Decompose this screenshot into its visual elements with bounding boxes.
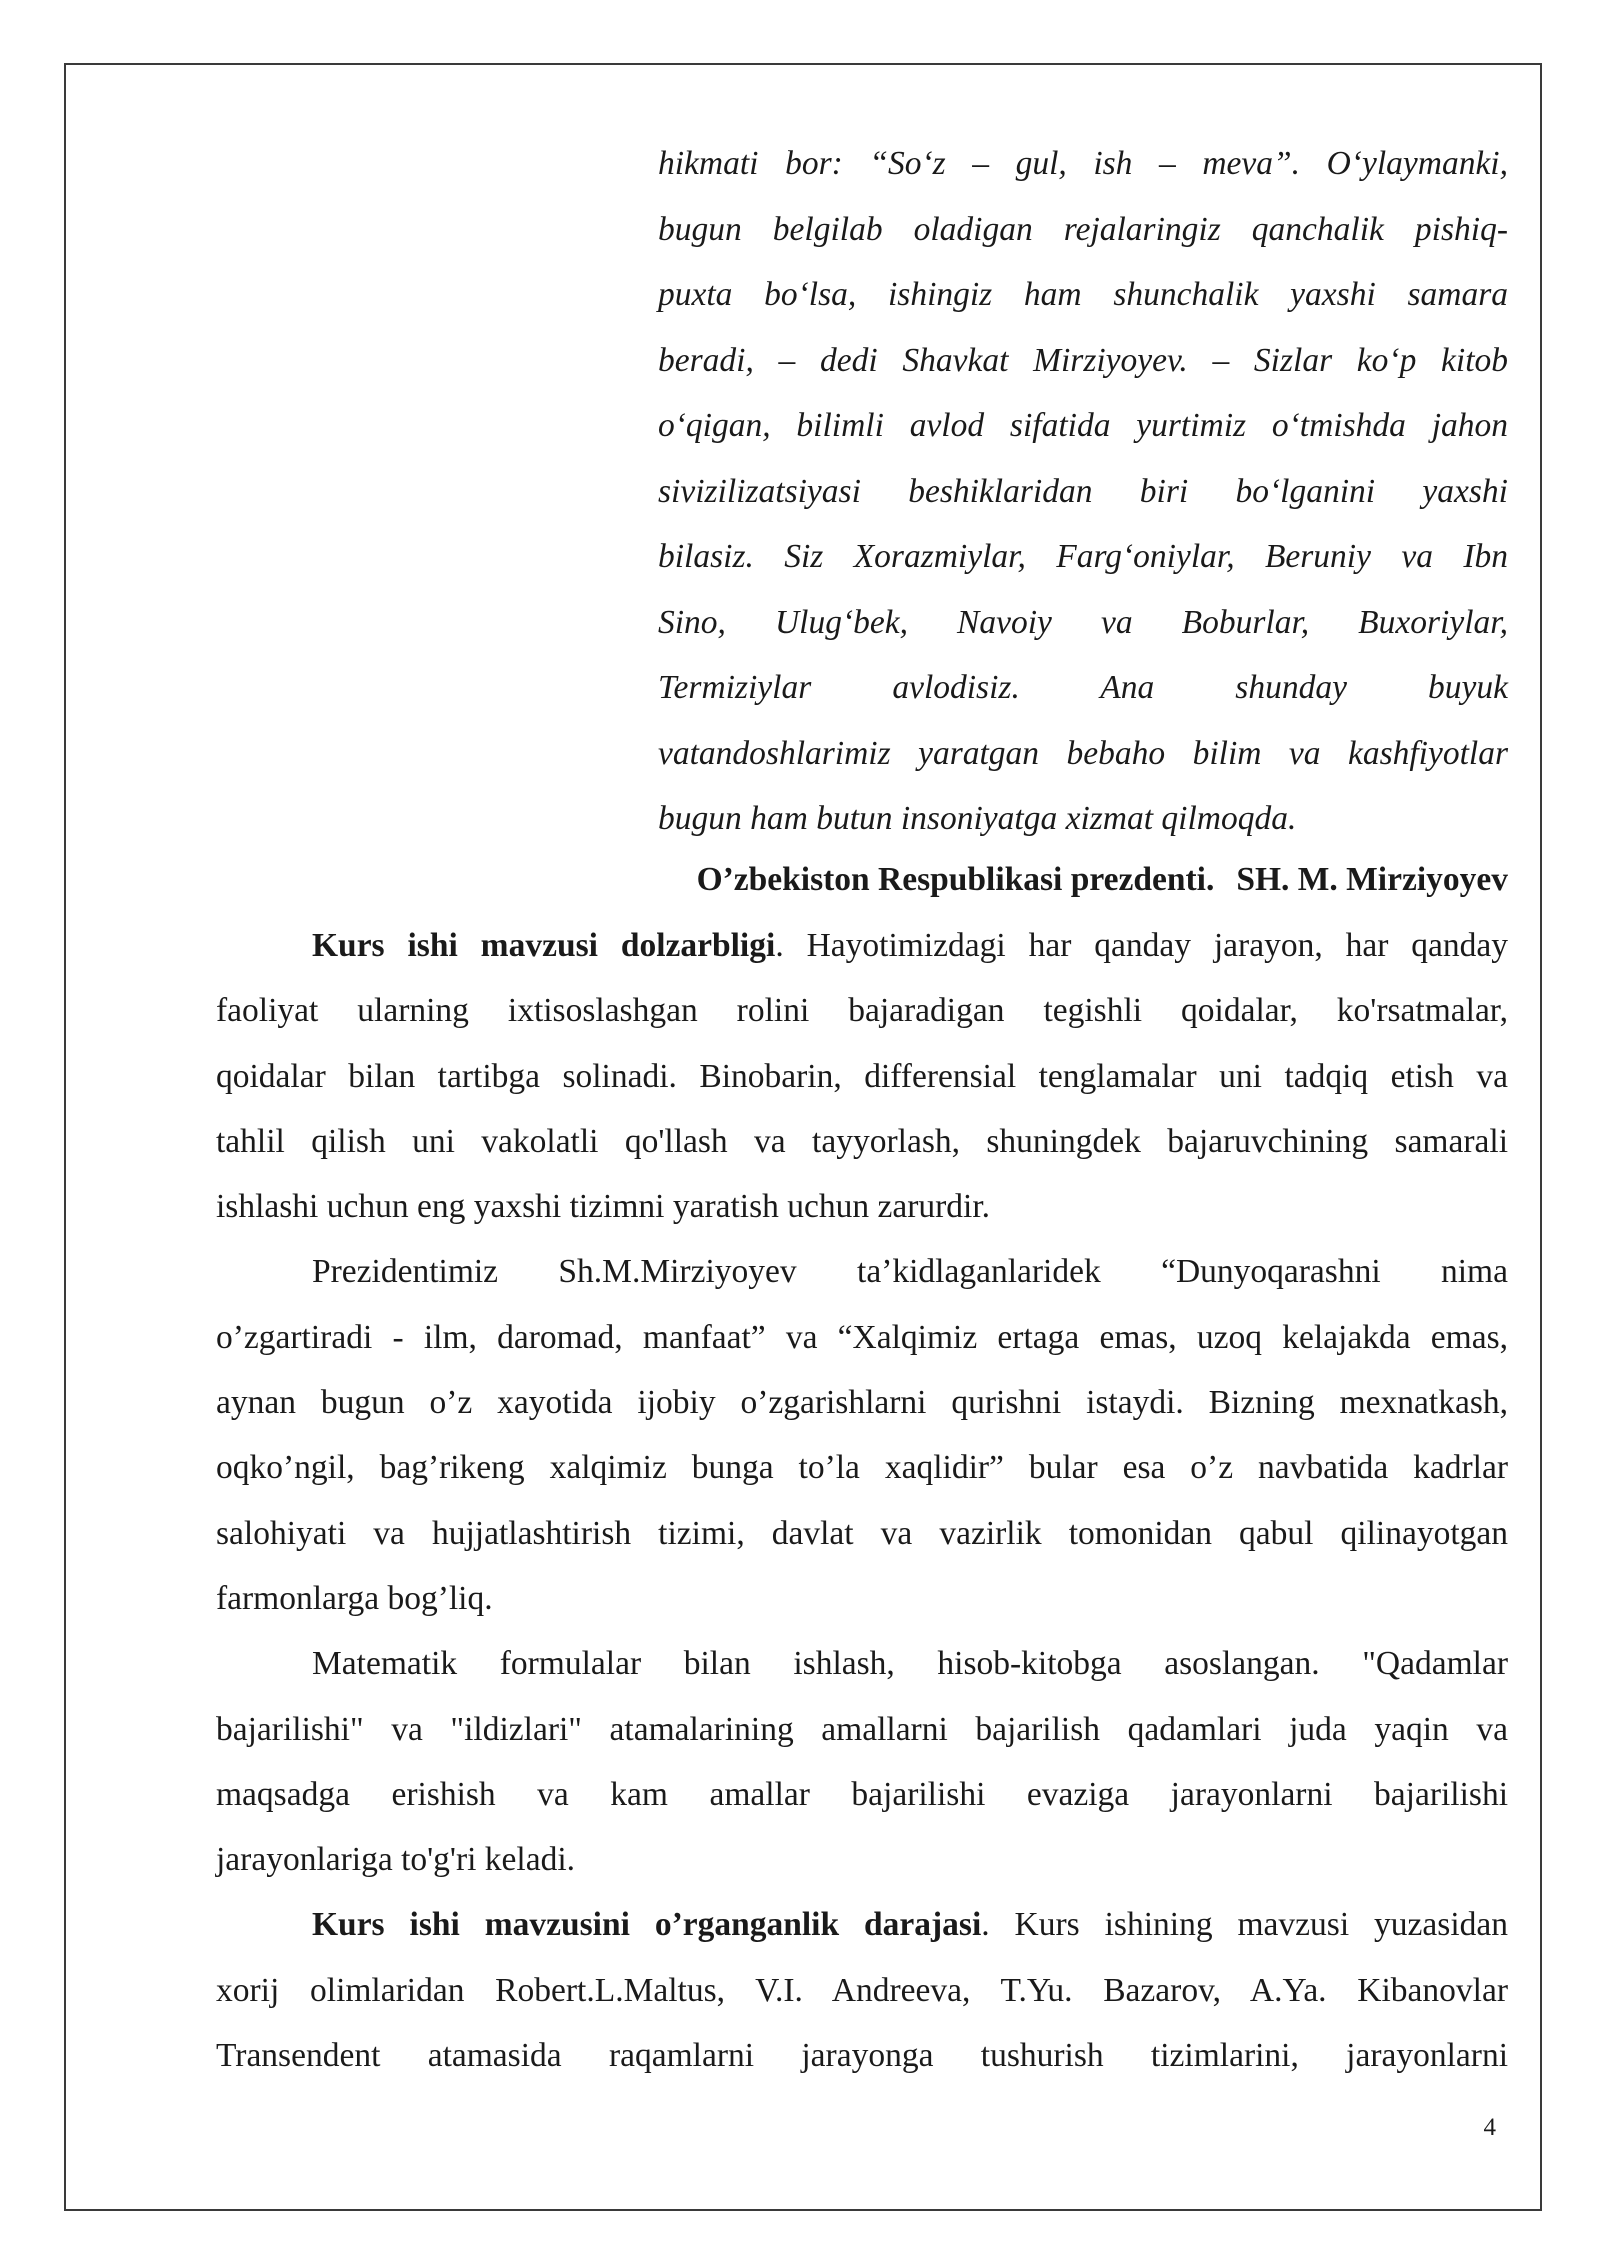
epigraph-line: sivizilizatsiyasi beshiklaridan biri bo‘lganini yaxshi	[658, 472, 1508, 510]
epigraph-signature	[697, 847, 1508, 913]
paragraph-line: Prezidentimiz Sh.M.Mirziyoyev ta’kidlaganlaridek “Dunyoqarashni nima	[312, 1253, 1508, 1291]
paragraph-line: ishlashi uchun eng yaxshi tizimni yaratish uchun zarurdir.	[216, 1188, 991, 1226]
section-heading-relevance: Kurs ishi mavzusi dolzarbligi	[312, 927, 776, 964]
paragraph-line: tahlil qilish uni vakolatli qo'llash va tayyorlash, shuningdek bajaruvchining samarali	[216, 1122, 1508, 1160]
paragraph-text: . Kurs ishining mavzusi yuzasidan	[981, 1906, 1508, 1944]
body-text	[216, 913, 1508, 2088]
paragraph-line: qoidalar bilan tartibga solinadi. Binobarin, differensial tenglamalar uni tadqiq etish va	[216, 1057, 1508, 1095]
epigraph-line: Sino, Ulug‘bek, Navoiy va Boburlar, Buxoriylar,	[658, 603, 1508, 641]
page-number: 4	[1483, 2114, 1496, 2141]
paragraph-line: xorij olimlaridan Robert.L.Maltus, V.I. Andreeva, T.Yu. Bazarov, A.Ya. Kibanovlar	[216, 1971, 1508, 2009]
epigraph-line: o‘qigan, bilimli avlod sifatida yurtimiz o‘tmishda jahon	[658, 407, 1508, 444]
paragraph-line	[216, 913, 1508, 978]
epigraph-line: Termiziylar avlodisiz. Ana shunday buyuk	[658, 669, 1508, 706]
paragraph-line: oqko’ngil, bag’rikeng xalqimiz bunga to’la xaqlidir” bular esa o’z navbatida kadrlar	[216, 1449, 1508, 1487]
paragraph-line: Transendent atamasida raqamlarni jarayonga tushurish tizimlarini, jarayonlarni	[216, 2037, 1508, 2075]
signature-title: O’zbekiston Respublikasi prezdenti.	[696, 861, 1215, 898]
section-heading-study-level: Kurs ishi mavzusini o’rganganlik darajasi	[312, 1906, 982, 1944]
paragraph-relevance	[216, 913, 1508, 1239]
paragraph-president-quote	[216, 1239, 1508, 1631]
epigraph-line: bugun ham butun insoniyatga xizmat qilmoqda.	[658, 800, 1297, 837]
epigraph-line: puxta bo‘lsa, ishingiz ham shunchalik yaxshi samara	[658, 276, 1508, 313]
paragraph-line	[216, 1892, 1508, 1957]
signature-name: SH. M. Mirziyoyev	[1236, 861, 1508, 898]
paragraph-line: faoliyat ularning ixtisoslashgan rolini bajaradigan tegishli qoidalar, ko'rsatmalar,	[216, 992, 1508, 1030]
paragraph-line: Matematik formulalar bilan ishlash, hisob-kitobga asoslangan. "Qadamlar	[312, 1645, 1508, 1683]
paragraph-line: farmonlarga bog’liq.	[216, 1579, 493, 1617]
paragraph-line: bajarilishi" va "ildizlari" atamalarining amallarni bajarilish qadamlari juda yaqin va	[216, 1710, 1508, 1748]
epigraph-line: vatandoshlarimiz yaratgan bebaho bilim va kashfiyotlar	[658, 734, 1508, 772]
epigraph-quote	[658, 131, 1508, 852]
paragraph-line: aynan bugun o’z xayotida ijobiy o’zgarishlarni qurishni istaydi. Bizning mexnatkash,	[216, 1384, 1508, 1422]
paragraph-line: maqsadga erishish va kam amallar bajarilishi evaziga jarayonlarni bajarilishi	[216, 1775, 1508, 1813]
paragraph-line: salohiyati va hujjatlashtirish tizimi, davlat va vazirlik tomonidan qabul qilinayotgan	[216, 1514, 1508, 1552]
epigraph-line: beradi, – dedi Shavkat Mirziyoyev. – Sizlar ko‘p kitob	[658, 341, 1508, 379]
paragraph-study-level	[216, 1892, 1508, 2088]
epigraph-line: hikmati bor: “So‘z – gul, ish – meva”. O‘ylaymanki,	[658, 145, 1508, 182]
paragraph-line: o’zgartiradi - ilm, daromad, manfaat” va “Xalqimiz ertaga emas, uzoq kelajakda emas,	[216, 1318, 1508, 1356]
paragraph-text: . Hayotimizdagi har qanday jarayon, har qanday	[775, 927, 1509, 964]
paragraph-line: jarayonlariga to'g'ri keladi.	[216, 1841, 576, 1879]
epigraph-line: bilasiz. Siz Xorazmiylar, Farg‘oniylar, Beruniy va Ibn	[658, 538, 1508, 575]
epigraph-line: bugun belgilab oladigan rejalaringiz qanchalik pishiq-	[658, 210, 1508, 248]
paragraph-formulas	[216, 1631, 1508, 1892]
